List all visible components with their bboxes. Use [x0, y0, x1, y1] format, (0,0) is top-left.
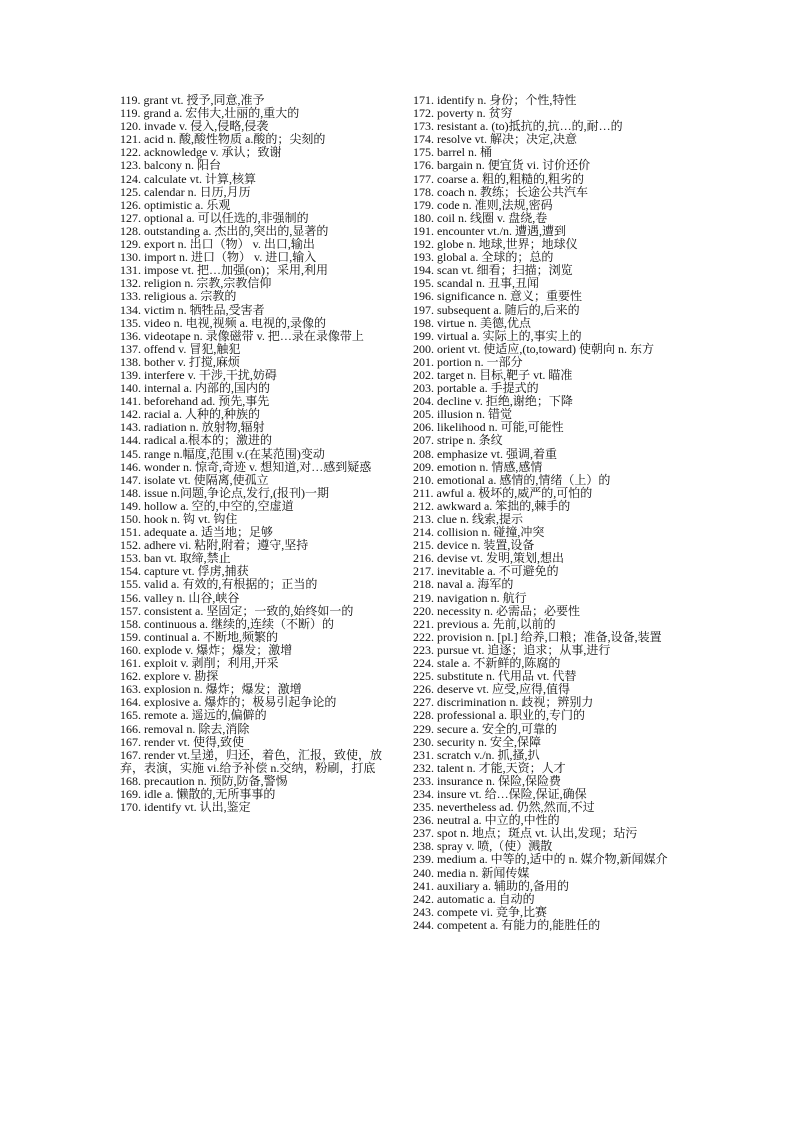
vocab-entry: 141. beforehand ad. 预先,事先: [120, 394, 270, 409]
vocab-entry: 229. secure a. 安全的,可靠的: [413, 721, 557, 736]
vocab-entry: 133. religious a. 宗教的: [120, 289, 237, 304]
vocab-entry: 218. naval a. 海军的: [413, 577, 514, 592]
vocab-entry: 204. decline v. 拒绝,谢绝；下降: [413, 394, 573, 409]
vocab-entry: 123. balcony n. 阳台: [120, 158, 221, 173]
vocab-entry: 194. scan vt. 细看；扫描；浏览: [413, 263, 573, 278]
vocab-entry: 119. grant vt. 授予,同意,准予: [120, 93, 265, 107]
vocab-entry: 167. render vt. 使得,致使: [120, 734, 244, 749]
vocab-entry: 161. exploit v. 剥削；利用,开采: [120, 656, 279, 671]
vocab-entry: 210. emotional a. 感情的,情绪（上）的: [413, 472, 611, 487]
vocab-entry: 175. barrel n. 桶: [413, 145, 492, 160]
vocab-entry: 201. portion n. 一部分: [413, 354, 523, 369]
vocab-entry: 152. adhere vi. 粘附,附着；遵守,坚持: [120, 538, 309, 553]
vocab-entry: 202. target n. 目标,靶子 vt. 瞄准: [413, 367, 573, 382]
vocab-entry: 177. coarse a. 粗的,粗糙的,粗劣的: [413, 171, 584, 186]
vocab-entry: 196. significance n. 意义；重要性: [413, 289, 582, 304]
vocab-entry: 205. illusion n. 错觉: [413, 407, 513, 422]
vocab-entry: 208. emphasize vt. 强调,着重: [413, 446, 557, 461]
vocab-entry: 151. adequate a. 适当地；足够: [120, 525, 273, 540]
vocab-entry: 178. coach n. 教练；长途公共汽车: [413, 184, 588, 199]
vocab-entry: 198. virtue n. 美德,优点: [413, 315, 531, 330]
vocab-entry: 226. deserve vt. 应受,应得,值得: [413, 682, 570, 697]
vocab-entry: 211. awful a. 极坏的,威严的,可怕的: [413, 485, 593, 500]
vocab-entry: 144. radical a.根本的；激进的: [120, 433, 272, 448]
vocab-entry: 213. clue n. 线索,提示: [413, 512, 523, 526]
left-column: [120, 94, 382, 814]
vocab-entry: 222. provision n. [pl.] 给养,口粮；准备,设备,装置: [413, 629, 662, 644]
vocab-entry: 134. victim n. 牺牲品,受害者: [120, 302, 265, 317]
vocab-entry: 119. grand a. 宏伟大,壮丽的,重大的: [120, 106, 300, 121]
vocab-entry: 165. remote a. 遥远的,偏僻的: [120, 708, 267, 723]
vocab-entry: 176. bargain n. 便宜货 vi. 讨价还价: [413, 158, 591, 173]
vocab-entry: 135. video n. 电视,视频 a. 电视的,录像的: [120, 315, 326, 330]
vocab-entry: 137. offend v. 冒犯,触犯: [120, 341, 241, 356]
right-column: [413, 94, 675, 932]
vocab-entry: 159. continual a. 不断地,频繁的: [120, 629, 278, 644]
vocab-entry: 147. isolate vt. 使隔离,使孤立: [120, 472, 269, 487]
vocab-entry: 230. security n. 安全,保障: [413, 734, 541, 749]
vocab-entry: 221. previous a. 先前,以前的: [413, 616, 556, 631]
vocab-entry: 237. spot n. 地点；斑点 vt. 认出,发现；玷污: [413, 826, 638, 841]
vocab-entry: 170. identify vt. 认出,鉴定: [120, 800, 251, 815]
vocab-entry: 131. impose vt. 把…加强(on)；采用,利用: [120, 263, 328, 278]
vocab-entry: 155. valid a. 有效的,有根据的；正当的: [120, 577, 318, 592]
vocab-entry: 239. medium a. 中等的,适中的 n. 媒介物,新闻媒介: [413, 852, 668, 867]
vocab-entry: 191. encounter vt./n. 遭遇,遭到: [413, 223, 566, 238]
vocab-entry: 228. professional a. 职业的,专门的: [413, 708, 585, 723]
vocab-entry: 125. calendar n. 日历,月历: [120, 184, 251, 199]
vocab-entry: 122. acknowledge v. 承认；致谢: [120, 145, 282, 160]
vocab-entry: 197. subsequent a. 随后的,后来的: [413, 302, 580, 317]
vocab-entry: 212. awkward a. 笨拙的,棘手的: [413, 498, 571, 513]
vocab-entry: 139. interfere v. 干涉,干扰,妨碍: [120, 367, 277, 382]
vocab-entry: 157. consistent a. 坚固定；一致的,始终如一的: [120, 603, 354, 618]
vocab-entry: 233. insurance n. 保险,保险费: [413, 773, 561, 788]
vocab-entry: 140. internal a. 内部的,国内的: [120, 381, 270, 396]
vocab-entry: 164. explosive a. 爆炸的；极易引起争论的: [120, 695, 337, 710]
vocab-entry: 227. discrimination n. 歧视；辨别力: [413, 695, 594, 710]
vocab-entry: 214. collision n. 碰撞,冲突: [413, 525, 545, 540]
vocab-entry: 136. videotape n. 录像磁带 v. 把…录在录像带上: [120, 328, 364, 343]
vocab-entry: 162. explore v. 勘探: [120, 669, 219, 684]
vocab-entry: 145. range n.幅度,范围 v.(在某范围)变动: [120, 446, 325, 461]
vocab-entry: 167. render vt.呈递，归还，着色，汇报，致使，放弃，表演，实施 vi.给予补偿 n.交纳，粉刷，打底: [120, 747, 382, 775]
vocab-entry: 225. substitute n. 代用品 vt. 代替: [413, 669, 577, 684]
vocab-entry: 209. emotion n. 情感,感情: [413, 459, 543, 474]
vocab-entry: 223. pursue vt. 追逐；追求；从事,进行: [413, 642, 611, 657]
vocab-entry: 172. poverty n. 贫穷: [413, 106, 513, 121]
vocab-entry: 232. talent n. 才能,天资；人才: [413, 760, 566, 775]
vocab-entry: 220. necessity n. 必需品；必要性: [413, 603, 580, 618]
vocab-entry: 200. orient vt. 使适应,(to,toward) 使朝向 n. 东方: [413, 341, 654, 356]
vocab-entry: 215. device n. 装置,设备: [413, 538, 535, 553]
vocab-entry: 238. spray v. 喷,（使）溅散: [413, 839, 553, 854]
vocab-entry: 160. explode v. 爆炸；爆发；激增: [120, 642, 293, 657]
vocab-entry: 127. optional a. 可以任选的,非强制的: [120, 210, 309, 225]
vocab-entry: 244. competent a. 有能力的,能胜任的: [413, 917, 601, 932]
vocab-entry: 128. outstanding a. 杰出的,突出的,显著的: [120, 223, 329, 238]
vocab-entry: 120. invade v. 侵入,侵略,侵袭: [120, 119, 269, 134]
vocab-entry: 241. auxiliary a. 辅助的,备用的: [413, 878, 569, 893]
vocab-entry: 166. removal n. 除去,消除: [120, 721, 250, 736]
vocab-entry: 132. religion n. 宗教,宗教信仰: [120, 276, 272, 291]
vocab-entry: 195. scandal n. 丑事,丑闻: [413, 276, 539, 291]
vocab-entry: 173. resistant a. (to)抵抗的,抗…的,耐…的: [413, 119, 623, 134]
vocab-entry: 206. likelihood n. 可能,可能性: [413, 420, 564, 435]
vocab-entry: 126. optimistic a. 乐观: [120, 197, 231, 212]
vocab-entry: 168. precaution n. 预防,防备,警惕: [120, 773, 288, 788]
vocab-entry: 240. media n. 新闻传媒: [413, 865, 530, 880]
vocab-entry: 234. insure vt. 给…保险,保证,确保: [413, 786, 587, 801]
vocab-entry: 199. virtual a. 实际上的,事实上的: [413, 328, 582, 343]
vocab-entry: 149. hollow a. 空的,中空的,空虚道: [120, 498, 294, 513]
vocab-entry: 169. idle a. 懒散的,无所事事的: [120, 786, 276, 801]
vocab-entry: 179. code n. 准则,法规,密码: [413, 197, 553, 212]
vocab-entry: 171. identify n. 身份；个性,特性: [413, 93, 577, 107]
vocab-entry: 148. issue n.问题,争论点,发行,(报刊)一期: [120, 485, 329, 500]
vocab-entry: 203. portable a. 手提式的: [413, 381, 539, 396]
vocab-entry: 130. import n. 进口（物） v. 进口,输入: [120, 250, 317, 265]
vocab-entry: 143. radiation n. 放射物,辐射: [120, 420, 265, 435]
vocab-entry: 236. neutral a. 中立的,中性的: [413, 813, 560, 828]
vocab-entry: 224. stale a. 不新鲜的,陈腐的: [413, 656, 561, 671]
vocab-entry: 163. explosion n. 爆炸；爆发；激增: [120, 682, 302, 697]
vocab-entry: 174. resolve vt. 解决；决定,决意: [413, 132, 577, 147]
vocab-entry: 142. racial a. 人种的,种族的: [120, 407, 260, 422]
vocab-entry: 156. valley n. 山谷,峡谷: [120, 590, 240, 605]
vocab-entry: 219. navigation n. 航行: [413, 590, 527, 605]
vocab-entry: 154. capture vt. 俘虏,捕获: [120, 564, 249, 579]
vocab-entry: 129. export n. 出口（物） v. 出口,输出: [120, 237, 315, 252]
vocab-entry: 217. inevitable a. 不可避免的: [413, 564, 559, 579]
vocab-entry: 121. acid n. 酸,酸性物质 a.酸的；尖刻的: [120, 132, 326, 147]
vocab-entry: 207. stripe n. 条纹: [413, 433, 503, 448]
vocab-entry: 153. ban vt. 取缔,禁止: [120, 551, 231, 566]
vocab-entry: 124. calculate vt. 计算,核算: [120, 171, 256, 186]
vocab-entry: 138. bother v. 打搅,麻烦: [120, 354, 240, 369]
vocab-entry: 242. automatic a. 自动的: [413, 891, 535, 906]
vocab-entry: 243. compete vi. 竞争,比赛: [413, 904, 547, 919]
vocab-entry: 192. globe n. 地球,世界；地球仪: [413, 237, 578, 252]
vocab-entry: 158. continuous a. 继续的,连续（不断）的: [120, 616, 334, 631]
vocab-entry: 235. nevertheless ad. 仍然,然而,不过: [413, 800, 595, 815]
vocab-entry: 180. coil n. 线圈 v. 盘绕,卷: [413, 210, 548, 225]
vocab-entry: 231. scratch v./n. 抓,搔,扒: [413, 747, 540, 762]
vocab-entry: 146. wonder n. 惊奇,奇迹 v. 想知道,对…感到疑惑: [120, 459, 372, 474]
vocab-entry: 193. global a. 全球的；总的: [413, 250, 554, 265]
vocab-entry: 150. hook n. 钩 vt. 钩住: [120, 512, 238, 526]
vocab-entry: 216. devise vt. 发明,策划,想出: [413, 551, 564, 566]
